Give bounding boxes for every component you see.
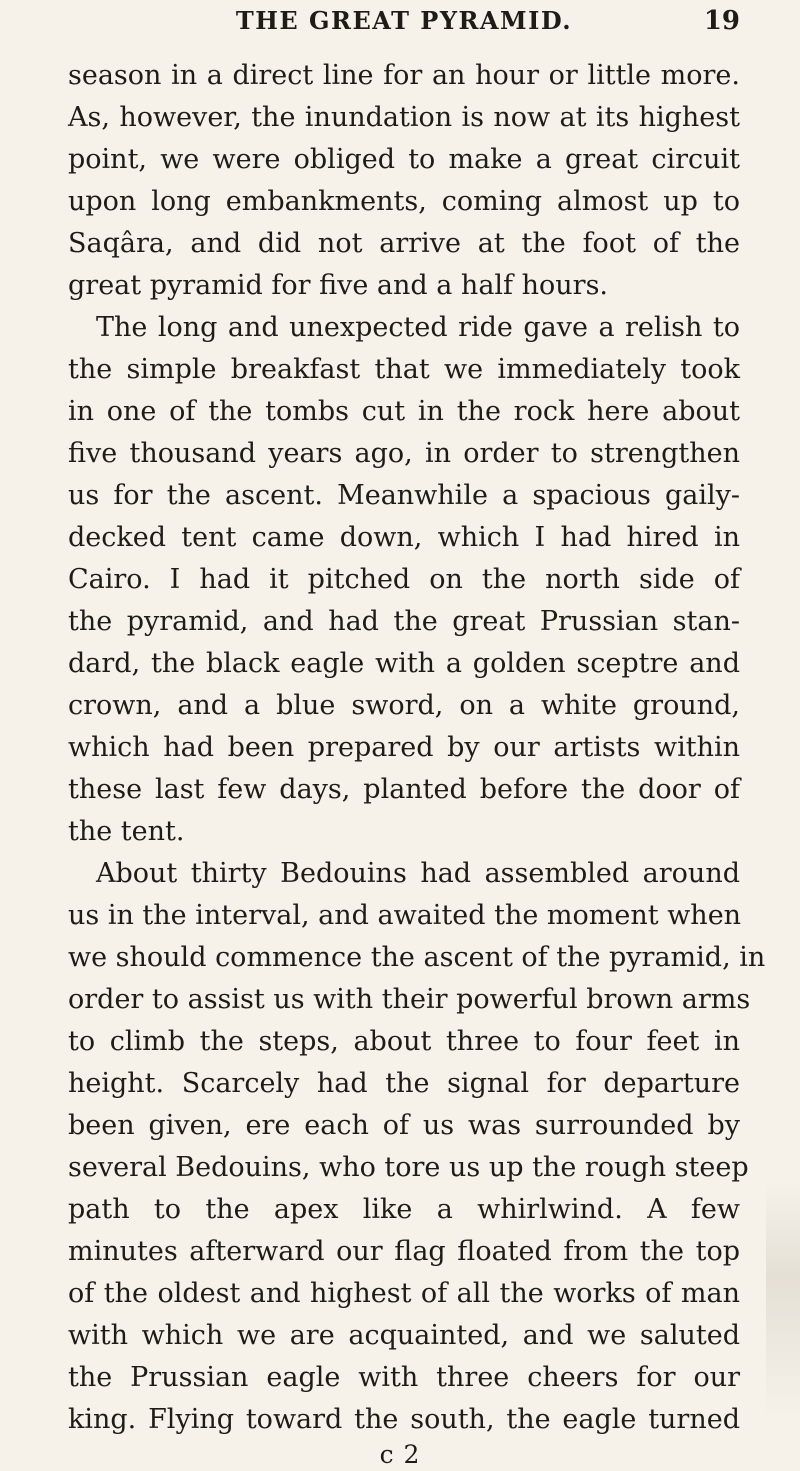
text-line: in one of the tombs cut in the rock here about xyxy=(68,396,740,427)
body-text xyxy=(68,55,766,1441)
text-line: with which we are acquainted, and we saluted xyxy=(68,1320,740,1351)
text-line: several Bedouins, who tore us up the rough steep xyxy=(68,1152,749,1183)
paragraph-2 xyxy=(68,307,740,853)
text-line: height. Scarcely had the signal for departure xyxy=(68,1068,740,1099)
text-line: dard, the black eagle with a golden sceptre and xyxy=(68,648,740,679)
text-line: king. Flying toward the south, the eagle turned xyxy=(68,1404,740,1435)
text-line: great pyramid for five and a half hours. xyxy=(68,270,609,301)
paragraph-3 xyxy=(68,853,766,1441)
signature-mark: c 2 xyxy=(379,1440,421,1469)
text-line: we should commence the ascent of the pyramid, in xyxy=(68,942,766,973)
text-line: As, however, the inundation is now at its highest xyxy=(68,102,740,133)
text-line: crown, and a blue sword, on a white ground, xyxy=(68,690,740,721)
text-line: the pyramid, and had the great Prussian stan- xyxy=(68,606,740,637)
text-line: us for the ascent. Meanwhile a spacious gaily- xyxy=(68,480,740,511)
text-line: order to assist us with their powerful brown arms xyxy=(68,984,751,1015)
text-line: these last few days, planted before the door of xyxy=(68,774,740,805)
text-line: path to the apex like a whirlwind. A few xyxy=(68,1194,740,1225)
text-line: The long and unexpected ride gave a relish to xyxy=(96,312,740,343)
text-line: decked tent came down, which I had hired in xyxy=(68,522,740,553)
page-edge-shadow xyxy=(766,1180,800,1420)
paragraph-1 xyxy=(68,55,740,307)
text-line: us in the interval, and awaited the moment when xyxy=(68,900,742,931)
running-head-title: THE GREAT PYRAMID. xyxy=(235,6,573,35)
text-line: the simple breakfast that we immediately took xyxy=(68,354,740,385)
text-line: the tent. xyxy=(68,816,185,847)
text-line: which had been prepared by our artists within xyxy=(68,732,740,763)
text-line: Cairo. I had it pitched on the north side of xyxy=(68,564,740,595)
text-line: point, we were obliged to make a great circuit xyxy=(68,144,740,175)
text-line: upon long embankments, coming almost up to xyxy=(68,186,740,217)
text-line: to climb the steps, about three to four feet in xyxy=(68,1026,740,1057)
text-line: of the oldest and highest of all the works of man xyxy=(68,1278,740,1309)
page-number: 19 xyxy=(703,6,740,36)
text-line: the Prussian eagle with three cheers for our xyxy=(68,1362,740,1393)
text-line: minutes afterward our flag floated from the top xyxy=(68,1236,740,1267)
text-line: been given, ere each of us was surrounded by xyxy=(68,1110,740,1141)
text-line: Saqâra, and did not arrive at the foot of the xyxy=(68,228,740,259)
text-line: five thousand years ago, in order to strengthen xyxy=(68,438,740,469)
text-line: season in a direct line for an hour or little more. xyxy=(68,60,740,91)
text-line: About thirty Bedouins had assembled around xyxy=(96,858,740,889)
running-head xyxy=(68,6,740,40)
